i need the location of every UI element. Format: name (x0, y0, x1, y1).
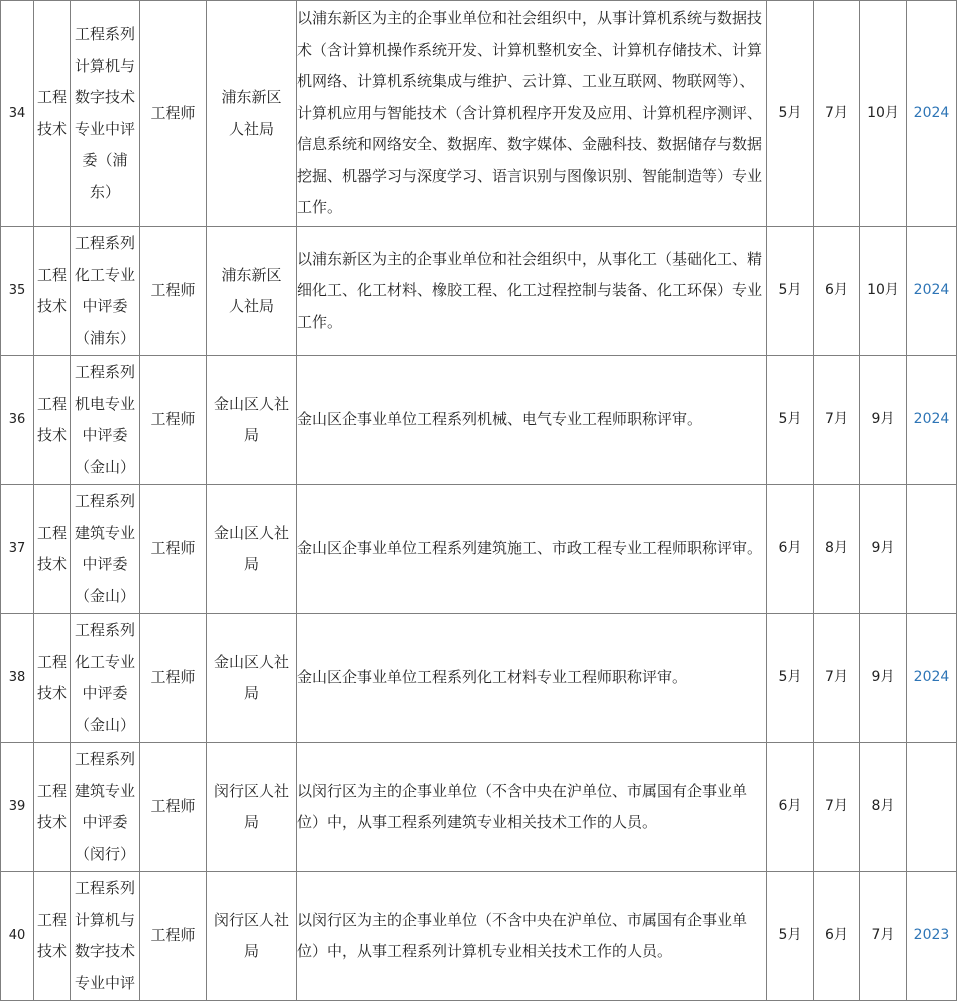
year-cell: 2024 (907, 356, 957, 485)
category-text: 工程技术 (36, 781, 67, 831)
month-3-cell: 8月 (860, 743, 907, 872)
row-number: 35 (1, 227, 34, 356)
row-number: 38 (1, 614, 34, 743)
category-cell (34, 485, 71, 614)
dept-text: 金山区人社局 (213, 523, 289, 573)
dept-text: 金山区人社局 (213, 394, 289, 444)
scope-cell: 金山区企事业单位工程系列建筑施工、市政工程专业工程师职称评审。 (297, 485, 767, 614)
dept-cell (207, 485, 297, 614)
table-row (1, 485, 957, 614)
committee-text: 工程系列机电专业中评委（金山） (74, 363, 135, 476)
row-number: 40 (1, 872, 34, 1001)
committee-cell (71, 872, 140, 1001)
dept-cell (207, 872, 297, 1001)
month-1-cell: 6月 (767, 743, 814, 872)
title-cell: 工程师 (140, 614, 207, 743)
category-cell (34, 1, 71, 227)
category-text: 工程技术 (36, 652, 67, 702)
table-row (1, 227, 957, 356)
category-text: 工程技术 (36, 394, 67, 444)
committee-cell (71, 227, 140, 356)
month-2-cell: 6月 (814, 872, 860, 1001)
title-cell: 工程师 (140, 872, 207, 1001)
month-1-cell: 5月 (767, 227, 814, 356)
category-cell (34, 743, 71, 872)
category-text: 工程技术 (36, 523, 67, 573)
dept-cell (207, 1, 297, 227)
month-1-cell: 6月 (767, 485, 814, 614)
month-3-cell: 9月 (860, 485, 907, 614)
dept-cell (207, 743, 297, 872)
dept-text: 浦东新区人社局 (221, 88, 282, 138)
dept-text: 浦东新区人社局 (221, 265, 282, 315)
committee-text: 工程系列计算机与数字技术专业中评委（浦东） (74, 25, 135, 201)
scope-cell: 以浦东新区为主的企事业单位和社会组织中，从事化工（基础化工、精细化工、化工材料、橡胶工程、化工过程控制与装备、化工环保）专业工作。 (297, 227, 767, 356)
committee-text: 工程系列化工专业中评委（浦东） (74, 234, 135, 347)
month-1-cell: 5月 (767, 872, 814, 1001)
table-row (1, 356, 957, 485)
category-cell (34, 227, 71, 356)
row-number: 34 (1, 1, 34, 227)
dept-text: 闵行区人社局 (213, 910, 289, 960)
category-cell (34, 356, 71, 485)
dept-cell (207, 227, 297, 356)
month-1-cell: 5月 (767, 356, 814, 485)
committee-cell (71, 485, 140, 614)
table-row (1, 1, 957, 227)
committee-text: 工程系列建筑专业中评委（金山） (74, 492, 135, 605)
category-cell (34, 872, 71, 1001)
scope-cell: 以闵行区为主的企事业单位（不含中央在沪单位、市属国有企事业单位）中，从事工程系列建筑专业相关技术工作的人员。 (297, 743, 767, 872)
committee-text: 工程系列建筑专业中评委（闵行） (74, 750, 135, 863)
year-cell: 2024 (907, 1, 957, 227)
month-1-cell: 5月 (767, 1, 814, 227)
month-2-cell: 6月 (814, 227, 860, 356)
month-3-cell: 10月 (860, 227, 907, 356)
table-row (1, 743, 957, 872)
category-text: 工程技术 (36, 265, 67, 315)
title-cell: 工程师 (140, 743, 207, 872)
committee-cell (71, 743, 140, 872)
month-2-cell: 7月 (814, 1, 860, 227)
committee-text: 工程系列计算机与数字技术专业中评 (74, 879, 135, 992)
month-1-cell: 5月 (767, 614, 814, 743)
month-2-cell: 8月 (814, 485, 860, 614)
category-text: 工程技术 (36, 88, 67, 138)
title-cell: 工程师 (140, 356, 207, 485)
title-cell: 工程师 (140, 485, 207, 614)
month-2-cell: 7月 (814, 614, 860, 743)
month-3-cell: 9月 (860, 356, 907, 485)
dept-cell (207, 614, 297, 743)
scope-cell: 金山区企事业单位工程系列化工材料专业工程师职称评审。 (297, 614, 767, 743)
year-cell: 2024 (907, 614, 957, 743)
month-3-cell: 9月 (860, 614, 907, 743)
scope-cell: 以闵行区为主的企事业单位（不含中央在沪单位、市属国有企事业单位）中，从事工程系列计算机专业相关技术工作的人员。 (297, 872, 767, 1001)
table-row (1, 614, 957, 743)
scope-cell: 以浦东新区为主的企事业单位和社会组织中，从事计算机系统与数据技术（含计算机操作系统开发、计算机整机安全、计算机存储技术、计算机网络、计算机系统集成与维护、云计算、工业互联网、物联网等）、计算机应用与智能技术（含计算机程序开发及应用、计算机程序测评、信息系统和网络安全、数据库、数字媒体、金融科技、数据储存与数据挖掘、机器学习与深度学习、语言识别与图像识别、智能制造等）专业工作。 (297, 1, 767, 227)
committee-cell (71, 614, 140, 743)
dept-text: 闵行区人社局 (213, 781, 289, 831)
category-cell (34, 614, 71, 743)
month-3-cell: 10月 (860, 1, 907, 227)
month-2-cell: 7月 (814, 356, 860, 485)
category-text: 工程技术 (36, 910, 67, 960)
year-cell: 2024 (907, 227, 957, 356)
title-cell: 工程师 (140, 227, 207, 356)
dept-text: 金山区人社局 (213, 652, 289, 702)
title-cell: 工程师 (140, 1, 207, 227)
row-number: 36 (1, 356, 34, 485)
year-cell (907, 485, 957, 614)
row-number: 39 (1, 743, 34, 872)
dept-cell (207, 356, 297, 485)
table-row (1, 872, 957, 1001)
month-2-cell: 7月 (814, 743, 860, 872)
year-cell (907, 743, 957, 872)
committee-cell (71, 1, 140, 227)
committee-text: 工程系列化工专业中评委（金山） (74, 621, 135, 734)
month-3-cell: 7月 (860, 872, 907, 1001)
committee-cell (71, 356, 140, 485)
year-cell: 2023 (907, 872, 957, 1001)
row-number: 37 (1, 485, 34, 614)
scope-cell: 金山区企事业单位工程系列机械、电气专业工程师职称评审。 (297, 356, 767, 485)
